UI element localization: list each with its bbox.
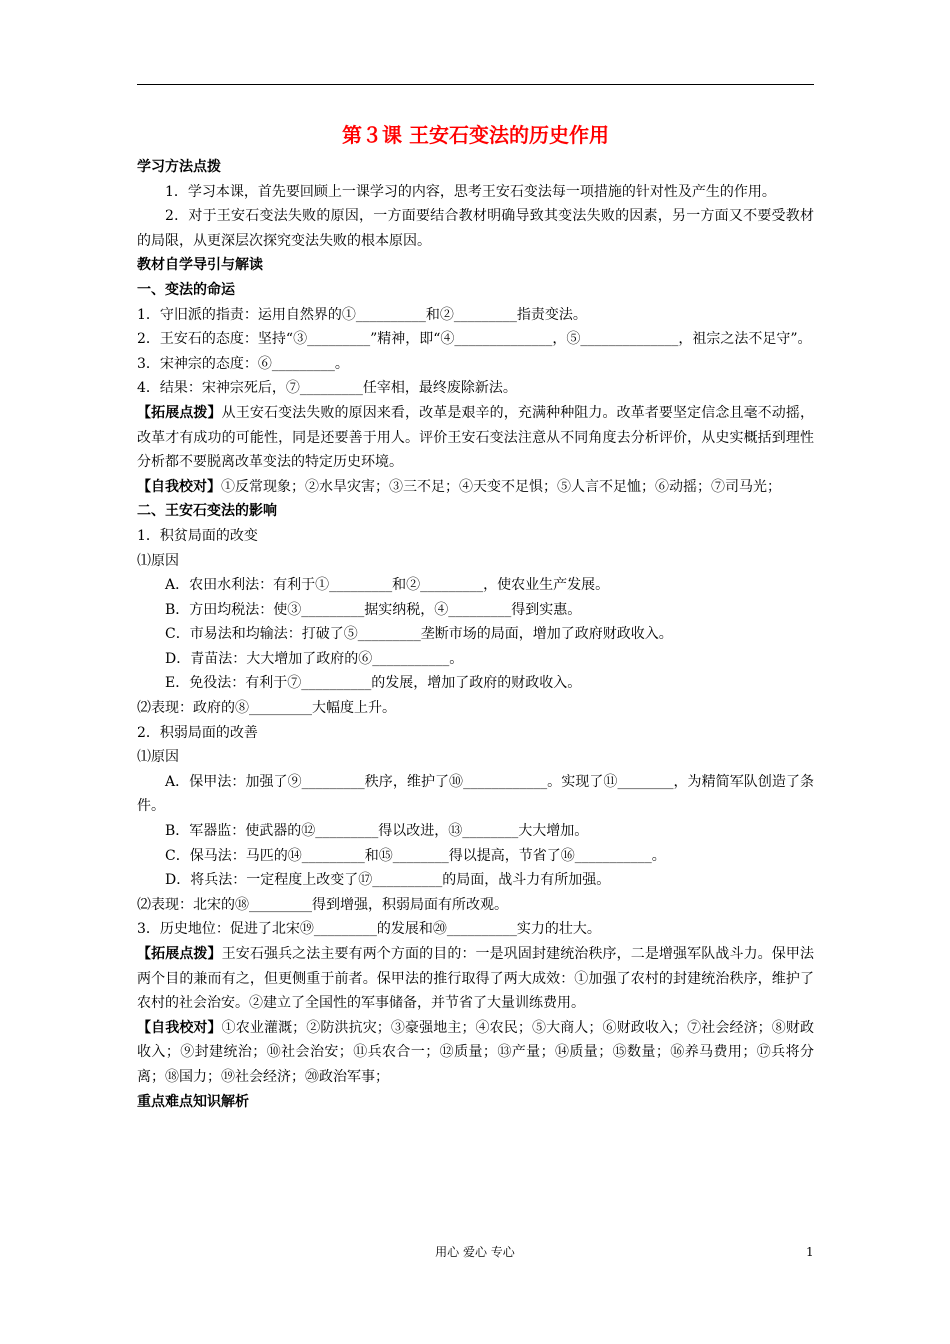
page-title: 第３课 王安石变法的历史作用 bbox=[342, 123, 609, 147]
impact-item-b2: B．军器监：使武器的⑫_________得以改进，⑬________大大增加。 bbox=[165, 823, 589, 840]
impact-sub-1: 1．积贫局面的改变 bbox=[137, 527, 258, 544]
impact-sub-3: 3．历史地位：促进了北宋⑲_________的发展和⑳__________实力的壮大。 bbox=[137, 921, 601, 938]
impact-sub-2-show: ⑵表现：北宋的⑱_________得到增强，积弱局面有所改观。 bbox=[137, 896, 508, 913]
extension-text: 王安石强兵之法主要有两个方面的目的：一是巩固封建统治秩序，二是增强军队战斗力。保甲法两个目的兼而有之，但更侧重于前者。保甲法的推行取得了两大成效：①加强了农村的封建统治秩序，维护了农村的社会治安。②建立了全国性的军事储备，并节省了大量训练费用。 bbox=[137, 946, 814, 1012]
impact-extension bbox=[137, 942, 814, 1016]
heading-method: 学习方法点拨 bbox=[137, 159, 221, 175]
impact-sub-2-cause: ⑴原因 bbox=[137, 749, 179, 766]
impact-item-d2: D．将兵法：一定程度上改变了⑰__________的局面，战斗力有所加强。 bbox=[165, 872, 611, 889]
self-check-text: ①农业灌溉；②防洪抗灾；③豪强地主；④农民；⑤大商人；⑥财政收入；⑦社会经济；⑧财政收入；⑨封建统治；⑩社会治安；⑪兵农合一；⑫质量；⑬产量；⑭质量；⑮数量；⑯养马费用；⑰兵将分离；⑱国力；⑲社会经济；⑳政治军事； bbox=[137, 1019, 814, 1085]
page-number: 1 bbox=[806, 1245, 814, 1259]
heading-impact: 二、王安石变法的影响 bbox=[137, 503, 277, 520]
impact-item-c: C．市易法和均输法：打破了⑤_________垄断市场的局面，增加了政府财政收入。 bbox=[165, 626, 673, 643]
impact-item-d: D．青苗法：大大增加了政府的⑥___________。 bbox=[165, 650, 464, 667]
fate-line-2: 2．王安石的态度：坚持“③_________”精神，即“④______________，⑤______________，祖宗之法不足守”。 bbox=[137, 331, 812, 348]
fate-extension bbox=[137, 401, 814, 475]
document-body bbox=[137, 121, 814, 1114]
fate-self-check bbox=[137, 475, 814, 500]
extension-text: 从王安石变法失败的原因来看，改革是艰辛的，充满种种阻力。改革者要坚定信念且毫不动摇，改革才有成功的可能性，同是还要善于用人。评价王安石变法注意从不同角度去分析评价，从史实概括到理性分析都不要脱离改革变法的特定历史环境。 bbox=[137, 404, 814, 471]
impact-item-a: A．农田水利法：有利于①_________和②_________，使农业生产发展。 bbox=[165, 577, 610, 594]
footer-text: 用心 爱心 专心 bbox=[435, 1245, 515, 1259]
extension-tag: 【拓展点拨】 bbox=[137, 404, 222, 421]
impact-item-b: B．方田均税法：使③_________据实纳税，④_________得到实惠。 bbox=[165, 601, 582, 618]
impact-sub-1-cause: ⑴原因 bbox=[137, 552, 179, 569]
impact-sub-2: 2．积弱局面的改善 bbox=[137, 724, 258, 741]
extension-tag: 【拓展点拨】 bbox=[137, 946, 222, 962]
impact-sub-1-show: ⑵表现：政府的⑧_________大幅度上升。 bbox=[137, 700, 396, 717]
heading-fate: 一、变法的命运 bbox=[137, 281, 235, 298]
self-check-tag: 【自我校对】 bbox=[137, 1019, 222, 1036]
method-paragraph-1: 1．学习本课，首先要回顾上一课学习的内容，思考王安石变法每一项措施的针对性及产生的作用。 bbox=[165, 183, 776, 200]
method-paragraph-2: 2．对于王安石变法失败的原因，一方面要结合教材明确导致其变法失败的因素，另一方面又不要受教材的局限，从更深层次探究变法失败的根本原因。 bbox=[137, 208, 814, 249]
impact-item-a2: A．保甲法：加强了⑨_________秩序，维护了⑩____________。实现了⑪________，为精简军队创造了条件。 bbox=[137, 773, 814, 815]
fate-line-3: 3．宋神宗的态度：⑥_________。 bbox=[137, 355, 349, 372]
self-check-text: ①反常现象；②水旱灾害；③三不足；④天变不足惧；⑤人言不足恤；⑥动摇；⑦司马光； bbox=[221, 478, 781, 495]
self-check-tag: 【自我校对】 bbox=[137, 478, 221, 495]
impact-self-check bbox=[137, 1016, 814, 1090]
impact-item-c2: C．保马法：马匹的⑭_________和⑮________得以提高，节省了⑯___________。 bbox=[165, 847, 666, 864]
header-rule bbox=[137, 84, 814, 85]
fate-line-1: 1．守旧派的指责：运用自然界的①__________和②_________指责变法。 bbox=[137, 306, 587, 323]
fate-line-4: 4．结果：宋神宗死后，⑦_________任宰相，最终废除新法。 bbox=[137, 380, 517, 397]
heading-guide: 教材自学导引与解读 bbox=[137, 257, 263, 274]
heading-key-points: 重点难点知识解析 bbox=[137, 1093, 249, 1110]
impact-item-e: E．免役法：有利于⑦__________的发展，增加了政府的财政收入。 bbox=[165, 675, 582, 692]
